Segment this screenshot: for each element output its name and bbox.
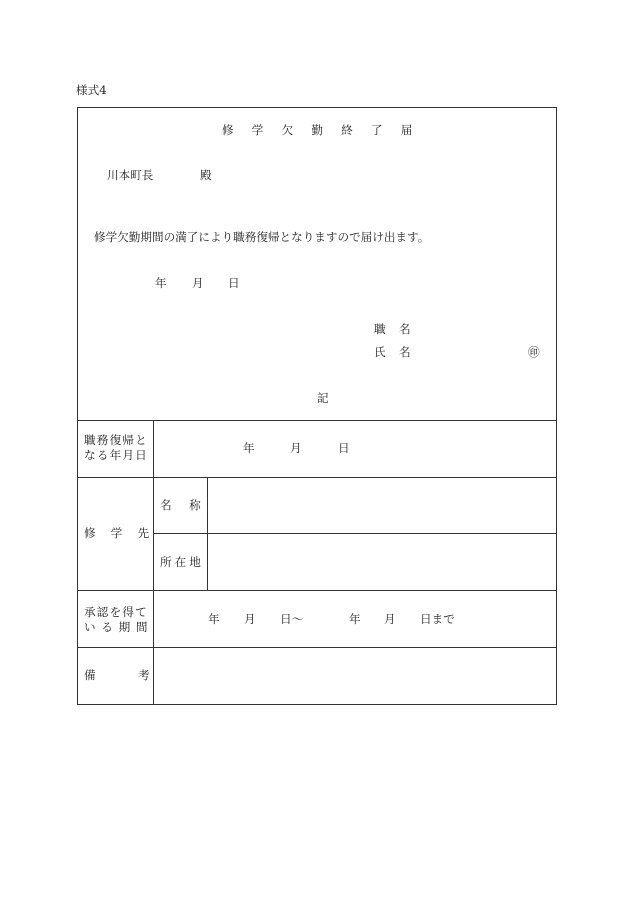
return-date-label-line2: なる年月日 xyxy=(84,448,148,462)
addressee-honorific: 殿 xyxy=(200,168,212,182)
date-year-label: 年 xyxy=(155,276,167,290)
approved-period-label-line2: いる期間 xyxy=(84,620,154,634)
period-end-month: 月 xyxy=(384,612,396,626)
period-end-year: 年 xyxy=(349,612,361,626)
school-address-field xyxy=(208,534,556,590)
period-start-month: 月 xyxy=(244,612,256,626)
form-title: 修学欠勤終了届 xyxy=(222,123,431,137)
period-start-year: 年 xyxy=(208,612,220,626)
form-frame xyxy=(77,107,557,705)
body-text: 修学欠勤期間の満了により職務復帰となりますので届け出ます。 xyxy=(94,230,430,244)
approved-period-label-line1: 承認を得て xyxy=(84,605,148,619)
return-date-label-line1: 職務復帰と xyxy=(84,433,148,447)
return-date-day: 日 xyxy=(338,441,350,455)
position-label: 職名 xyxy=(374,322,424,336)
period-start-day: 日〜 xyxy=(280,612,304,626)
period-end-day: 日まで xyxy=(420,612,455,626)
date-month-label: 月 xyxy=(192,276,204,290)
date-day-label: 日 xyxy=(228,276,240,290)
addressee-name: 川本町長 xyxy=(107,168,154,182)
return-date-month: 月 xyxy=(290,441,302,455)
seal-mark: ㊞ xyxy=(528,345,540,359)
school-label: 修学先 xyxy=(84,526,165,540)
form-number: 様式4 xyxy=(76,83,107,97)
school-address-label: 所在地 xyxy=(160,555,204,569)
school-name-label: 名称 xyxy=(160,498,219,512)
return-date-year: 年 xyxy=(243,441,255,455)
note-heading: 記 xyxy=(317,391,329,405)
remarks-label: 備考 xyxy=(84,668,193,682)
school-name-field xyxy=(208,478,556,533)
rule-line xyxy=(77,420,557,421)
rule-line xyxy=(77,590,557,591)
remarks-field xyxy=(154,648,556,704)
name-label: 氏名 xyxy=(374,345,424,359)
